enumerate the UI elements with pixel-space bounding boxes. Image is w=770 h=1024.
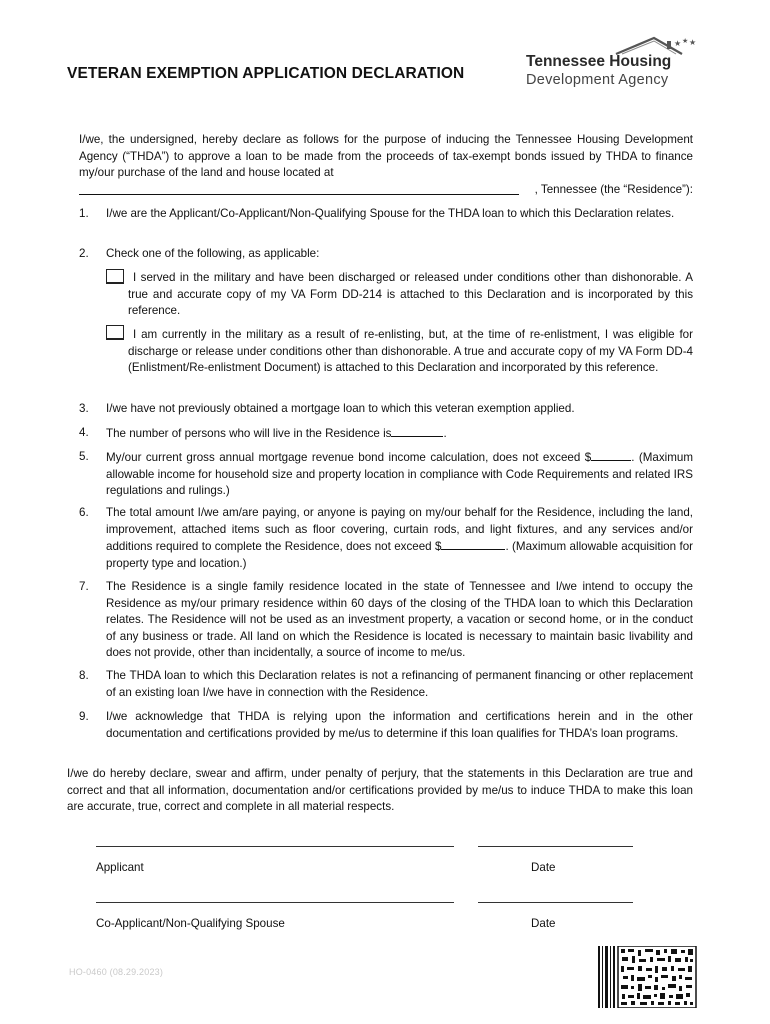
item-number: 2.: [79, 247, 89, 260]
item-4-text-before: The number of persons who will live in the Residence is: [106, 427, 392, 440]
item-3-text: I/we have not previously obtained a mortgage loan to which this veteran exemption applied.: [106, 402, 575, 415]
affirmation-paragraph: I/we do hereby declare, swear and affirm, under penalty of perjury, that the statements in this Declaration are true and correct and that all information, documentation and/or certifications provided by me/us to induce THDA to make this loan are accurate, true, correct and complete in all material respects.: [67, 767, 693, 813]
residence-address-suffix: , Tennessee (the “Residence”):: [534, 183, 693, 196]
logo-text-secondary: Development Agency: [526, 72, 669, 88]
residence-address-row: [79, 182, 693, 199]
item-4-text-after: .: [443, 427, 447, 440]
item-number: 3.: [79, 402, 89, 415]
item-number: 9.: [79, 710, 89, 723]
thda-logo: [524, 34, 704, 94]
svg-text:★: ★: [674, 39, 682, 48]
coapplicant-signature-line[interactable]: [96, 902, 454, 903]
item-number: 8.: [79, 669, 89, 682]
item-5-text: [106, 449, 693, 500]
acquisition-amount-field[interactable]: [441, 538, 505, 550]
item-7-text: The Residence is a single family residence located in the state of Tennessee and I/we intend to occupy the Residence as my/our primary residence within 60 days of the closing of the THDA loan to which this Declaration relates. The Residence will not be used as an investment property, a vacation or second home, or in the conduct of any business or trade. All land on which the Residence is located is necessary to maintain basic livability and does not provide, other than incidentally, a source of income to me/us.: [106, 580, 693, 659]
applicant-date-line[interactable]: [478, 846, 633, 847]
option-discharged-checkbox[interactable]: [106, 269, 124, 284]
item-6-text: [106, 505, 693, 572]
applicant-signature-line[interactable]: [96, 846, 454, 847]
item-4-text: [106, 425, 693, 443]
item-number: 5.: [79, 450, 89, 463]
item-9-text: I/we acknowledge that THDA is relying upon the information and certifications herein and in the other documentation and certifications provided by me/us to determine if this loan qualifies for THDA’s loan programs.: [106, 710, 693, 740]
item-1-text: I/we are the Applicant/Co-Applicant/Non-Qualifying Spouse for the THDA loan to which this Declaration relates.: [106, 207, 675, 220]
item-6-text-after: . (Maximum allowable acquisition for property type and location.): [106, 540, 693, 570]
item-6-text-before: The total amount I/we am/are paying, or anyone is paying on my/our behalf for the Residence, including the land, improvement, attached items such as floor covering, curtain rods, and light fixtures, and any services and/or additions required to complete the Residence, does not exceed $: [106, 506, 693, 553]
item-number: 1.: [79, 207, 89, 220]
coapplicant-label: Co-Applicant/Non-Qualifying Spouse: [96, 917, 285, 930]
svg-text:★: ★: [682, 37, 689, 45]
item-5-text-before: My/our current gross annual mortgage revenue bond income calculation, does not exceed $: [106, 451, 592, 464]
date-label: Date: [531, 861, 556, 874]
item-number: 6.: [79, 506, 89, 519]
date-label: Date: [531, 917, 556, 930]
applicant-label: Applicant: [96, 861, 144, 874]
income-amount-field[interactable]: [591, 449, 631, 461]
residence-address-field[interactable]: [79, 194, 519, 195]
intro-paragraph: I/we, the undersigned, hereby declare as follows for the purpose of inducing the Tennessee Housing Development Agency (“THDA”) to approve a loan to be made from the proceeds of tax-exempt bonds issued by THDA to finance my/our purchase of the land and house located at: [79, 133, 693, 179]
coapplicant-date-line[interactable]: [478, 902, 633, 903]
option-reenlisted-checkbox[interactable]: [106, 325, 124, 340]
option-discharged-text: I served in the military and have been discharged or released under conditions other than dishonorable. A true and accurate copy of my VA Form DD-214 is attached to this Declaration and is incorporated by this reference.: [128, 271, 693, 317]
persons-count-field[interactable]: [391, 425, 443, 437]
item-5-text-after: . (Maximum allowable income for household size and property location in compliance with Code Requirements and related IRS regulations and rulings.): [106, 451, 693, 497]
logo-text-primary: Tennessee Housing: [526, 53, 672, 70]
item-2-text: Check one of the following, as applicable:: [106, 247, 320, 260]
form-id: HO-0460 (08.29.2023): [69, 967, 164, 977]
page-title: VETERAN EXEMPTION APPLICATION DECLARATION: [67, 65, 465, 82]
barcode-icon: [598, 946, 698, 1008]
option-reenlisted-text: I am currently in the military as a result of re-enlisting, but, at the time of re-enlistment, I was eligible for discharge or release under conditions other than dishonorable. A true and accurate copy of my VA Form DD-4 (Enlistment/Re-enlistment Document) is attached to this Declaration and incorporated by this reference.: [128, 328, 693, 374]
item-number: 7.: [79, 580, 89, 593]
svg-text:★: ★: [689, 38, 697, 47]
item-number: 4.: [79, 426, 89, 439]
item-8-text: The THDA loan to which this Declaration relates is not a refinancing of permanent financing or other replacement of an existing loan I/we have in connection with the Residence.: [106, 669, 693, 699]
